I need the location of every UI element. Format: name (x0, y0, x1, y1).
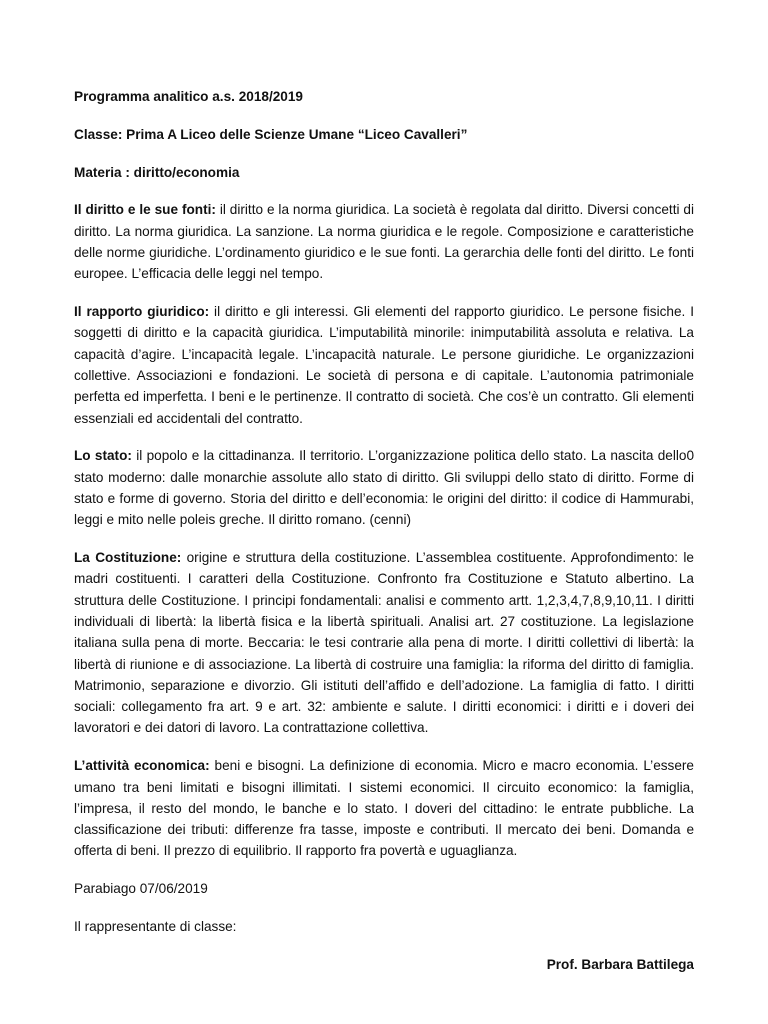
section-title: La Costituzione: (74, 550, 182, 566)
section-text: origine e struttura della costituzione. L’assemblea costituente. Approfondimento: le madri costituenti. I caratteri della Costituzione. Confronto fra Costituzione e Statuto albertino. La struttura delle Costituzione. I principi fondamentali: analisi e commento artt. 1,2,3,4,7,8,9,10,11. I diritti individuali di libertà: la libertà fisica e la libertà spirituali. Analisi art. 27 costituzione. La legislazione italiana sulla pena di morte. Beccaria: le tesi contrarie alla pena di morte. I diritti collettivi di libertà: la libertà di riunione e di associazione. La libertà di costruire una famiglia: la riforma del diritto di famiglia. Matrimonio, separazione e divorzio. Gli istituti dell’affido e dell’adozione. La famiglia di fatto. I diritti sociali: collegamento fra art. 9 e art. 32: ambiente e salute. I diritti economici: i diritti e i doveri dei lavoratori e dei datori di lavoro. La contrattazione collettiva. (74, 550, 694, 736)
class-representative-label: Il rappresentante di classe: (74, 919, 237, 934)
section-rapporto-giuridico (74, 301, 694, 429)
section-title: Lo stato: (74, 448, 132, 464)
section-title: L’attività economica: (74, 758, 210, 774)
place-date: Parabiago 07/06/2019 (74, 881, 208, 897)
section-stato (74, 445, 694, 530)
class-heading: Classe: Prima A Liceo delle Scienze Umane “Liceo Cavalleri” (74, 126, 468, 142)
section-attivita-economica (74, 755, 694, 861)
section-text: il diritto e gli interessi. Gli elementi del rapporto giuridico. Le persone fisiche. I soggetti di diritto e la capacità giuridica. L’imputabilità minorile: inimputabilità assoluta e relativa. La capacità d’agire. L’incapacità legale. L’incapacità naturale. Le persone giuridiche. Le organizzazioni collettive. Associazioni e fondazioni. Le società di persona e di capitale. L’autonomia patrimoniale perfetta ed imperfetta. I beni e le pertinenze. Il contratto di società. Che cos’è un contratto. Gli elementi essenziali ed accidentali del contratto. (74, 304, 694, 426)
section-text: il popolo e la cittadinanza. Il territorio. L’organizzazione politica dello stato. La nascita dello0 stato moderno: dalle monarchie assolute allo stato di diritto. Gli sviluppi dello stato di diritto. Forme di stato e forme di governo. Storia del diritto e dell’economia: le origini del diritto: il codice di Hammurabi, leggi e mito nelle poleis greche. Il diritto romano. (cenni) (74, 448, 694, 528)
subject-heading: Materia : diritto/economia (74, 164, 240, 180)
section-diritto-fonti (74, 199, 694, 284)
section-text: beni e bisogni. La definizione di economia. Micro e macro economia. L’essere umano tra beni limitati e bisogni illimitati. I sistemi economici. Il circuito economico: la famiglia, l’impresa, il resto del mondo, le banche e lo stato. I doveri del cittadino: le entrate pubbliche. La classificazione dei tributi: differenze fra tasse, imposte e contributi. Il mercato dei beni. Domanda e offerta di beni. Il prezzo di equilibrio. Il rapporto fra povertà e uguaglianza. (74, 758, 694, 859)
section-title: Il diritto e le sue fonti: (74, 202, 216, 218)
section-costituzione (74, 547, 694, 739)
teacher-signature: Prof. Barbara Battilega (546, 956, 694, 972)
document-body (74, 86, 694, 975)
section-title: Il rapporto giuridico: (74, 304, 210, 320)
section-text: il diritto e la norma giuridica. La società è regolata dal diritto. Diversi concetti di diritto. La norma giuridica. La sanzione. La norma giuridica e le regole. Composizione e caratteristiche delle norme giuridiche. L’ordinamento giuridico e le sue fonti. La gerarchia delle fonti del diritto. Le fonti europee. L’efficacia delle leggi nel tempo. (74, 202, 694, 282)
program-heading: Programma analitico a.s. 2018/2019 (74, 89, 303, 104)
